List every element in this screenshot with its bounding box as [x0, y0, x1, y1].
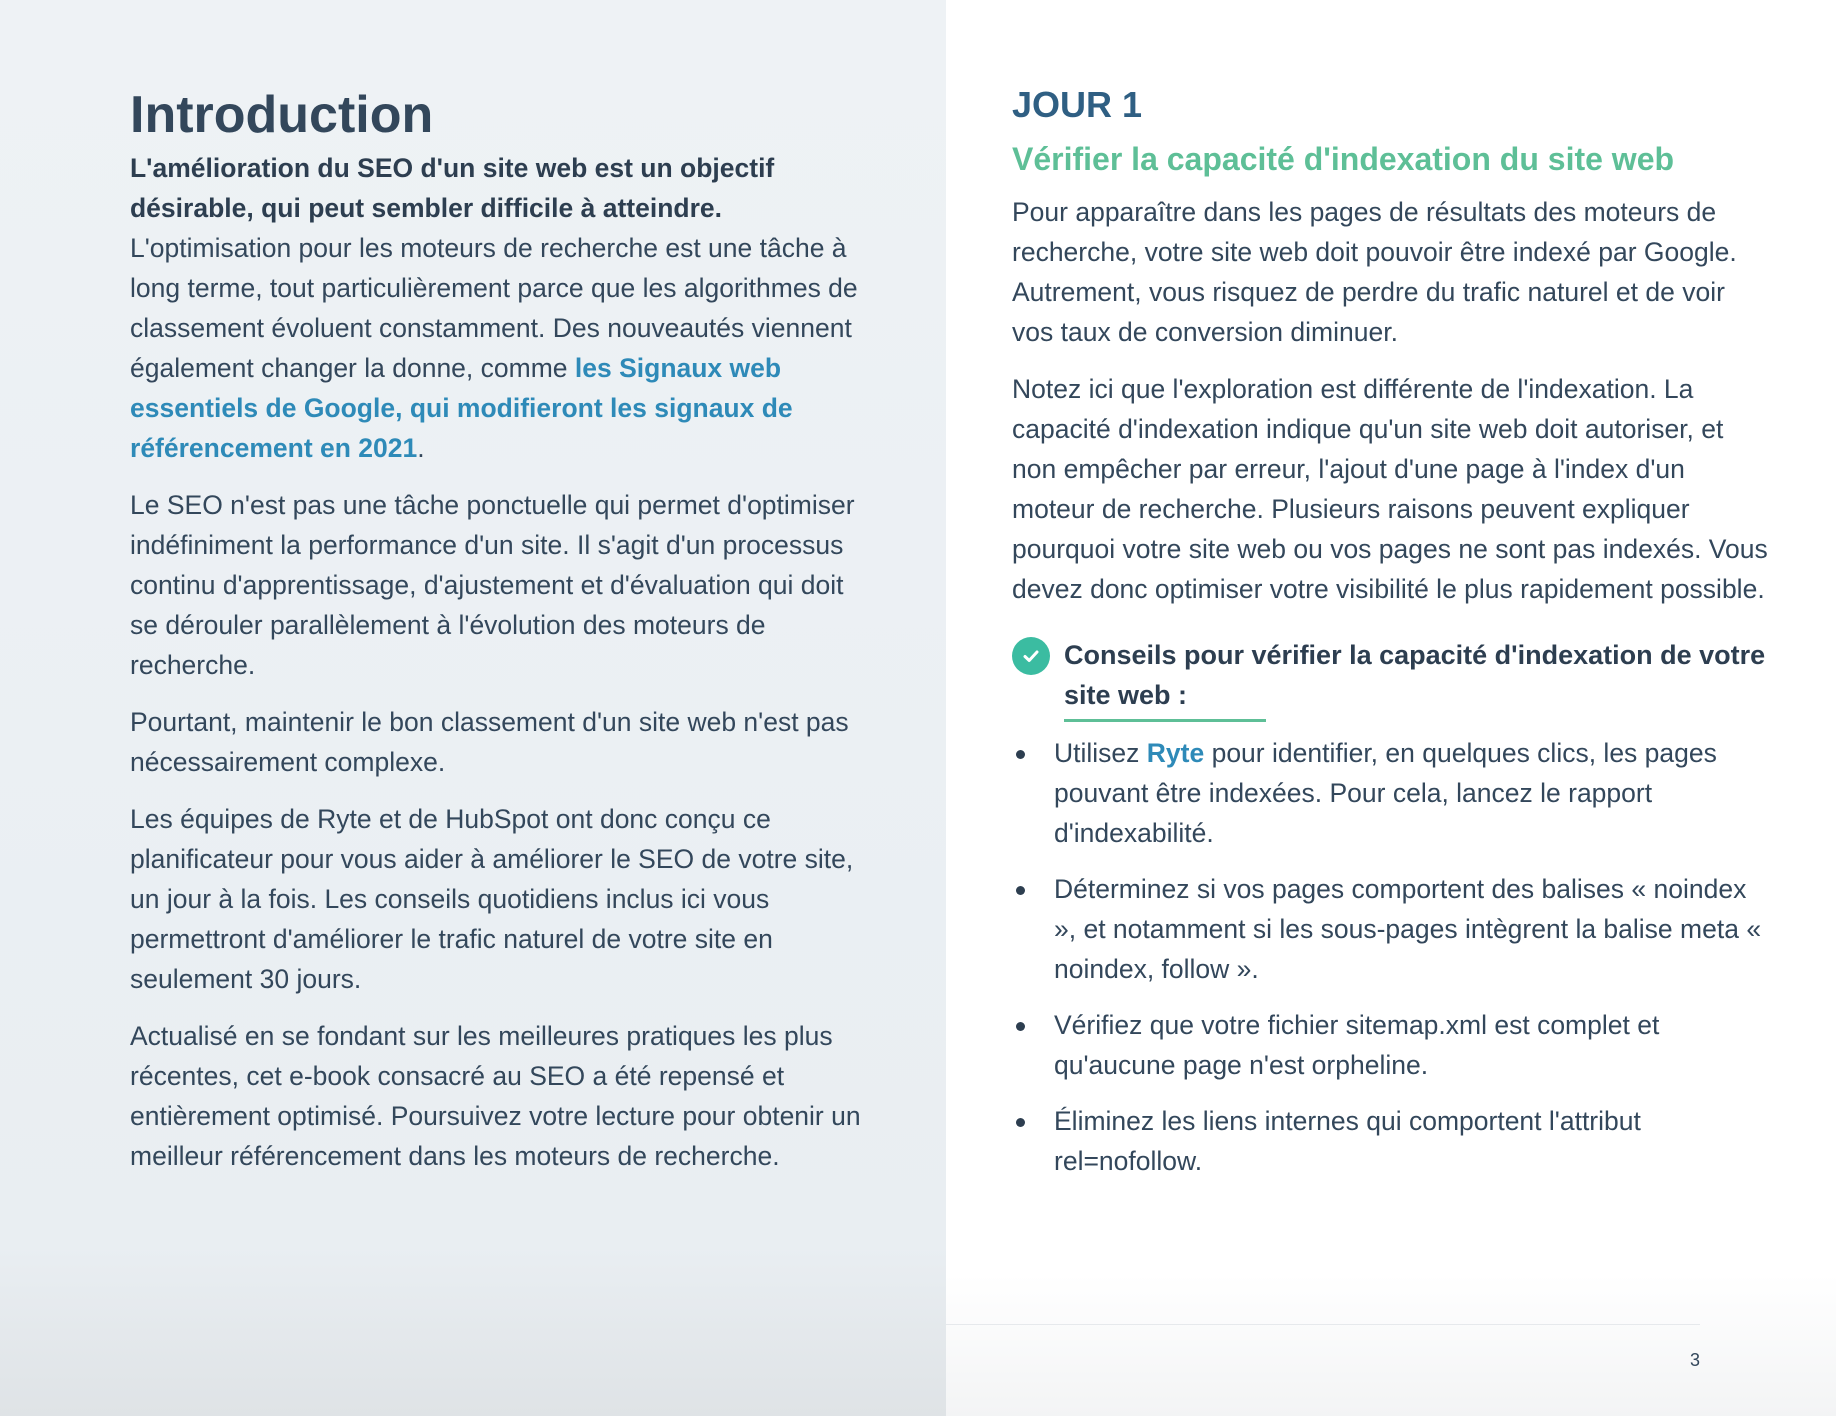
intro-paragraph-3: Pourtant, maintenir le bon classement d'un site web n'est pas nécessairement complexe.	[130, 707, 849, 777]
bullet-icon	[1016, 750, 1025, 759]
check-circle-icon	[1012, 637, 1050, 675]
list-item	[1012, 869, 1768, 989]
list-item	[1012, 733, 1768, 853]
intro-paragraph-2: Le SEO n'est pas une tâche ponctuelle qui permet d'optimiser indéfiniment la performance d'un site. Il s'agit d'un processus continu d'apprentissage, d'ajustement et d'évaluation qui doit se dérouler parallèlement à l'évolution des moteurs de recherche.	[130, 490, 855, 680]
intro-paragraph-5: Actualisé en se fondant sur les meilleures pratiques les plus récentes, cet e-book consacré au SEO a été repensé et entièrement optimisé. Poursuivez votre lecture pour obtenir un meilleur référencement dans les moteurs de recherche.	[130, 1021, 861, 1171]
intro-paragraph-1-end: .	[417, 433, 425, 463]
page-number: 3	[1689, 1350, 1700, 1370]
day-label: JOUR 1	[1012, 84, 1143, 125]
footer-divider	[946, 1324, 1700, 1325]
tips-heading-text: Conseils pour vérifier la capacité d'indexation de votre site web :	[1064, 640, 1766, 710]
ryte-link[interactable]: Ryte	[1146, 738, 1205, 768]
list-item-text: Déterminez si vos pages comportent des balises « noindex », et notamment si les sous-pages intègrent la balise meta « noindex, follow ».	[1054, 874, 1762, 984]
page-title: Introduction	[130, 86, 434, 144]
intro-paragraph-1	[130, 148, 870, 468]
list-item-text-after: pour identifier, en quelques clics, les pages pouvant être indexées. Pour cela, lancez le rapport d'indexabilité.	[1054, 738, 1717, 848]
day-paragraph-1: Pour apparaître dans les pages de résultats des moteurs de recherche, votre site web doit pouvoir être indexé par Google. Autrement, vous risquez de perdre du trafic naturel et de voir vos taux de conversion diminuer.	[1012, 197, 1737, 347]
list-item	[1012, 1101, 1768, 1181]
list-item	[1012, 1005, 1768, 1085]
bullet-icon	[1016, 1118, 1025, 1127]
right-page-content	[1012, 80, 1768, 1197]
checkmark-icon	[1020, 645, 1042, 667]
list-item-text-before: Utilisez	[1054, 738, 1147, 768]
left-page-content	[130, 82, 870, 1193]
tips-heading	[1012, 635, 1768, 715]
tips-list	[1012, 733, 1768, 1181]
day-subtitle: Vérifier la capacité d'indexation du site web	[1012, 141, 1675, 177]
core-web-vitals-link[interactable]: les Signaux web essentiels de Google, qui modifieront les signaux de référencement en 2021	[130, 353, 793, 463]
tips-heading-underline	[1064, 719, 1266, 722]
intro-paragraph-4: Les équipes de Ryte et de HubSpot ont donc conçu ce planificateur pour vous aider à améliorer le SEO de votre site, un jour à la fois. Les conseils quotidiens inclus ici vous permettront d'améliorer le trafic naturel de votre site en seulement 30 jours.	[130, 804, 854, 994]
intro-lead-bold: L'amélioration du SEO d'un site web est un objectif désirable, qui peut sembler difficile à atteindre.	[130, 153, 775, 223]
day-paragraph-2: Notez ici que l'exploration est différente de l'indexation. La capacité d'indexation indique qu'un site web doit autoriser, et non empêcher par erreur, l'ajout d'une page à l'index d'un moteur de recherche. Plusieurs raisons peuvent expliquer pourquoi votre site web ou vos pages ne sont pas indexés. Vous devez donc optimiser votre visibilité le plus rapidement possible.	[1012, 374, 1768, 604]
bullet-icon	[1016, 1022, 1025, 1031]
list-item-text: Vérifiez que votre fichier sitemap.xml est complet et qu'aucune page n'est orpheline.	[1054, 1010, 1660, 1080]
intro-paragraph-1-text: L'optimisation pour les moteurs de recherche est une tâche à long terme, tout particulièrement parce que les algorithmes de classement évoluent constamment. Des nouveautés viennent également changer la donne, comme	[130, 233, 858, 383]
bullet-icon	[1016, 886, 1025, 895]
list-item-text: Éliminez les liens internes qui comportent l'attribut rel=nofollow.	[1054, 1106, 1641, 1176]
